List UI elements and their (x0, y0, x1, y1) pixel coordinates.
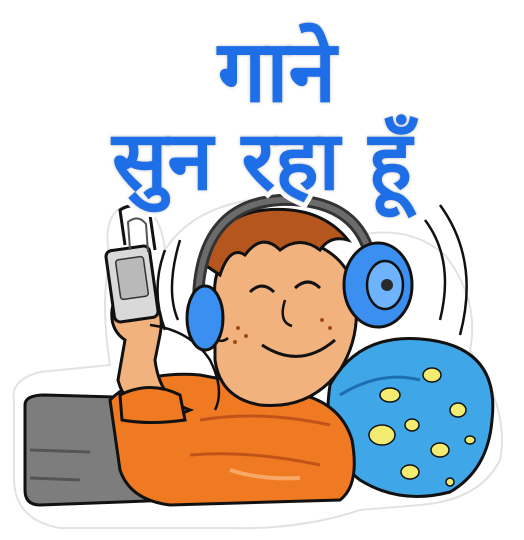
title-line-1: गाने (217, 22, 337, 122)
title-line-2: सुन रहा हूँ (112, 114, 412, 209)
head (205, 209, 356, 405)
